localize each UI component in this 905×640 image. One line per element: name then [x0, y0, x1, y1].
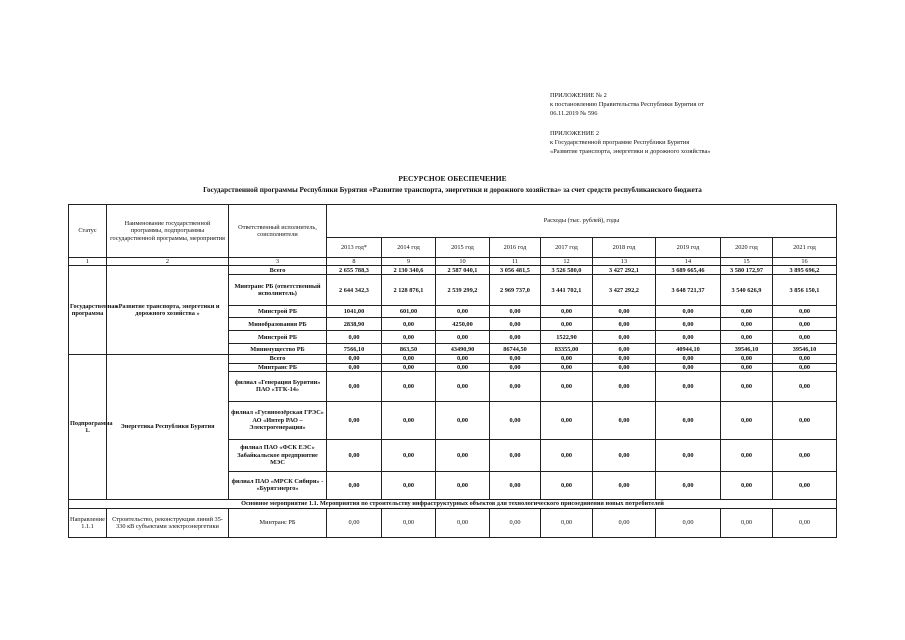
header-year: 2021 год	[773, 238, 837, 258]
executor-cell: филиал ПАО «МРСК Сибири» - «Бурятэнерго»	[229, 471, 327, 499]
value-cell: 40944,10	[656, 344, 721, 355]
column-number: 16	[773, 258, 837, 266]
value-cell: 0,00	[593, 306, 656, 318]
value-cell: 43490,90	[436, 344, 490, 355]
value-cell: 0,00	[656, 363, 721, 371]
program-row	[69, 266, 837, 275]
value-cell: 3 895 696,2	[773, 266, 837, 275]
value-cell: 0,00	[773, 355, 837, 363]
value-cell: 0,00	[490, 355, 541, 363]
value-cell: 0,00	[656, 318, 721, 331]
value-cell: 0,00	[436, 471, 490, 499]
column-number: 15	[721, 258, 773, 266]
header-year: 2013 год*	[327, 238, 382, 258]
value-cell: 0,00	[773, 331, 837, 344]
value-cell: 3 427 292,2	[593, 275, 656, 306]
value-cell: 0,00	[593, 371, 656, 401]
value-cell: 2 128 876,1	[382, 275, 436, 306]
value-cell: 0,00	[327, 471, 382, 499]
executor-cell: филиал «Генерация Бурятии» ПАО «ТГК-14»	[229, 371, 327, 401]
executor-cell: Минстрой РБ	[229, 306, 327, 318]
direction-name: Строительство, реконструкция линий 35-330 кВ субъектами электроэнергетики	[107, 508, 229, 537]
resource-table	[68, 204, 837, 538]
value-cell: 0,00	[436, 401, 490, 439]
column-number: 9	[382, 258, 436, 266]
value-cell: 0,00	[773, 471, 837, 499]
value-cell: 0,00	[382, 331, 436, 344]
value-cell: 0,00	[656, 401, 721, 439]
value-cell: 0,00	[656, 439, 721, 471]
value-cell: 2 539 299,2	[436, 275, 490, 306]
column-number: 11	[490, 258, 541, 266]
value-cell: 0,00	[541, 355, 593, 363]
executor-cell: Минстрой РБ	[229, 331, 327, 344]
value-cell: 0,00	[721, 306, 773, 318]
value-cell: 2 644 342,3	[327, 275, 382, 306]
value-cell: 0,00	[490, 371, 541, 401]
annex-program-ref: к Государственной программе Республики Бурятия	[550, 139, 690, 146]
value-cell: 0,00	[327, 508, 382, 537]
value-cell: 0,00	[382, 471, 436, 499]
value-cell: 4250,00	[436, 318, 490, 331]
header-year: 2016 год	[490, 238, 541, 258]
subprogram-status: Подпрограмма 1.	[69, 355, 107, 500]
value-cell: 3 648 721,37	[656, 275, 721, 306]
value-cell: 0,00	[721, 401, 773, 439]
value-cell: 0,00	[593, 363, 656, 371]
value-cell: 0,00	[773, 363, 837, 371]
value-cell: 0,00	[436, 371, 490, 401]
value-cell: 0,00	[382, 318, 436, 331]
value-cell: 2 587 040,1	[436, 266, 490, 275]
value-cell: 0,00	[541, 363, 593, 371]
value-cell: 3 580 172,97	[721, 266, 773, 275]
value-cell: 3 540 626,9	[721, 275, 773, 306]
value-cell: 3 689 665,46	[656, 266, 721, 275]
annex-program-name: «Развитие транспорта, энергетики и дорожного хозяйства»	[550, 148, 711, 155]
header-executor: Ответственный исполнитель, соисполнители	[229, 205, 327, 258]
column-number: 14	[656, 258, 721, 266]
value-cell: 0,00	[490, 331, 541, 344]
value-cell: 0,00	[773, 371, 837, 401]
value-cell: 0,00	[327, 401, 382, 439]
value-cell: 3 526 580,0	[541, 266, 593, 275]
header-year: 2018 год	[593, 238, 656, 258]
value-cell: 0,00	[593, 401, 656, 439]
value-cell: 0,00	[593, 355, 656, 363]
value-cell: 0,00	[656, 306, 721, 318]
annex-decree-date: 06.11.2019 № 596	[550, 110, 598, 117]
value-cell: 0,00	[721, 471, 773, 499]
value-cell: 0,00	[382, 371, 436, 401]
value-cell: 0,00	[382, 508, 436, 537]
value-cell: 3 441 702,1	[541, 275, 593, 306]
value-cell: 0,00	[656, 355, 721, 363]
direction-executor: Минтранс РБ	[229, 508, 327, 537]
value-cell: 0,00	[593, 331, 656, 344]
value-cell: 0,00	[382, 355, 436, 363]
header-year: 2019 год	[656, 238, 721, 258]
main-event-label: Основное мероприятие 1.1. Мероприятия по строительству инфраструктурных объектов для технологического присоединения новых потребителей	[69, 499, 837, 508]
value-cell: 39546,10	[773, 344, 837, 355]
value-cell: 2 969 737,0	[490, 275, 541, 306]
value-cell: 0,00	[656, 508, 721, 537]
value-cell: 0,00	[490, 318, 541, 331]
value-cell: 2 655 788,3	[327, 266, 382, 275]
value-cell: 0,00	[593, 344, 656, 355]
executor-cell: филиал ПАО «ФСК ЕЭС» Забайкальское предприятие МЭС	[229, 439, 327, 471]
value-cell: 0,00	[327, 371, 382, 401]
value-cell: 3 856 150,1	[773, 275, 837, 306]
value-cell: 0,00	[721, 363, 773, 371]
header-year: 2017 год	[541, 238, 593, 258]
column-number: 12	[541, 258, 593, 266]
executor-cell: Всего	[229, 355, 327, 363]
value-cell: 0,00	[773, 401, 837, 439]
column-number: 13	[593, 258, 656, 266]
executor-cell: филиал «Гусиноозёрская ГРЭС» АО «Интер РАО – Электрогенерация»	[229, 401, 327, 439]
value-cell: 0,00	[490, 471, 541, 499]
value-cell: 0,00	[382, 363, 436, 371]
annex-header-program	[550, 129, 711, 156]
column-number: 10	[436, 258, 490, 266]
value-cell: 0,00	[327, 331, 382, 344]
header-row	[69, 205, 837, 238]
document-subtitle: Государственной программы Республики Бурятия «Развитие транспорта, энергетики и дорожного хозяйства» за счет средств республиканского бюджета	[203, 186, 702, 194]
direction-row	[69, 508, 837, 537]
main-event-row	[69, 499, 837, 508]
value-cell: 0,00	[773, 318, 837, 331]
value-cell: 0,00	[490, 508, 541, 537]
value-cell: 0,00	[436, 355, 490, 363]
resource-table-body	[69, 205, 837, 538]
value-cell: 0,00	[656, 331, 721, 344]
value-cell: 0,00	[773, 439, 837, 471]
document-title: РЕСУРСНОЕ ОБЕСПЕЧЕНИЕ	[398, 174, 507, 183]
annex-header-decree	[550, 91, 704, 118]
value-cell: 601,00	[382, 306, 436, 318]
value-cell: 0,00	[436, 439, 490, 471]
value-cell: 0,00	[773, 306, 837, 318]
subprogram-row	[69, 355, 837, 363]
value-cell: 0,00	[436, 363, 490, 371]
value-cell: 0,00	[327, 439, 382, 471]
value-cell: 0,00	[541, 371, 593, 401]
value-cell: 0,00	[721, 371, 773, 401]
value-cell: 0,00	[721, 508, 773, 537]
value-cell: 0,00	[656, 471, 721, 499]
header-year: 2014 год	[382, 238, 436, 258]
annex-label: ПРИЛОЖЕНИЕ № 2	[550, 92, 607, 99]
value-cell: 0,00	[721, 439, 773, 471]
value-cell: 0,00	[721, 318, 773, 331]
column-numbers-row	[69, 258, 837, 266]
executor-cell: Минтранс РБ (ответственный исполнитель)	[229, 275, 327, 306]
value-cell: 3 056 481,5	[490, 266, 541, 275]
value-cell: 0,00	[721, 331, 773, 344]
header-year: 2020 год	[721, 238, 773, 258]
header-status: Статус	[69, 205, 107, 258]
value-cell: 0,00	[541, 471, 593, 499]
value-cell: 39546,10	[721, 344, 773, 355]
executor-cell: Минобразования РБ	[229, 318, 327, 331]
value-cell: 3 427 292,1	[593, 266, 656, 275]
value-cell: 0,00	[593, 508, 656, 537]
value-cell: 2838,90	[327, 318, 382, 331]
value-cell: 0,00	[436, 508, 490, 537]
value-cell: 0,00	[593, 471, 656, 499]
value-cell: 0,00	[541, 508, 593, 537]
value-cell: 0,00	[593, 439, 656, 471]
header-expenses: Расходы (тыс. рублей), годы	[327, 205, 837, 238]
value-cell: 0,00	[382, 401, 436, 439]
annex-label: ПРИЛОЖЕНИЕ 2	[550, 130, 600, 137]
header-year: 2015 год	[436, 238, 490, 258]
value-cell: 86744,50	[490, 344, 541, 355]
value-cell: 0,00	[382, 439, 436, 471]
value-cell: 1041,00	[327, 306, 382, 318]
value-cell: 83355,00	[541, 344, 593, 355]
value-cell: 0,00	[593, 318, 656, 331]
header-name: Наименование государственной программы, подпрограммы государственной программы, мероприятия	[107, 205, 229, 258]
program-status: Государственная программа	[69, 266, 107, 355]
value-cell: 2 130 340,6	[382, 266, 436, 275]
executor-cell: Минтранс РБ	[229, 363, 327, 371]
value-cell: 0,00	[327, 363, 382, 371]
executor-cell: Всего	[229, 266, 327, 275]
value-cell: 863,50	[382, 344, 436, 355]
value-cell: 0,00	[436, 331, 490, 344]
value-cell: 0,00	[541, 306, 593, 318]
value-cell: 0,00	[490, 439, 541, 471]
direction-status: Направление 1.1.1	[69, 508, 107, 537]
annex-decree-ref: к постановлению Правительства Республики Бурятия от	[550, 101, 704, 108]
column-number: 3	[229, 258, 327, 266]
value-cell: 0,00	[773, 508, 837, 537]
column-number: 1	[69, 258, 107, 266]
value-cell: 0,00	[436, 306, 490, 318]
value-cell: 0,00	[721, 355, 773, 363]
program-name: «Развитие транспорта, энергетики и дорожного хозяйства »	[107, 266, 229, 355]
value-cell: 0,00	[656, 371, 721, 401]
value-cell: 0,00	[490, 306, 541, 318]
column-number: 2	[107, 258, 229, 266]
value-cell: 0,00	[327, 355, 382, 363]
subprogram-name: Энергетика Республики Бурятия	[107, 355, 229, 500]
value-cell: 0,00	[490, 401, 541, 439]
value-cell: 0,00	[490, 363, 541, 371]
value-cell: 7566,10	[327, 344, 382, 355]
value-cell: 0,00	[541, 318, 593, 331]
value-cell: 0,00	[541, 439, 593, 471]
executor-cell: Минимущество РБ	[229, 344, 327, 355]
value-cell: 0,00	[541, 401, 593, 439]
value-cell: 1522,90	[541, 331, 593, 344]
column-number: 8	[327, 258, 382, 266]
